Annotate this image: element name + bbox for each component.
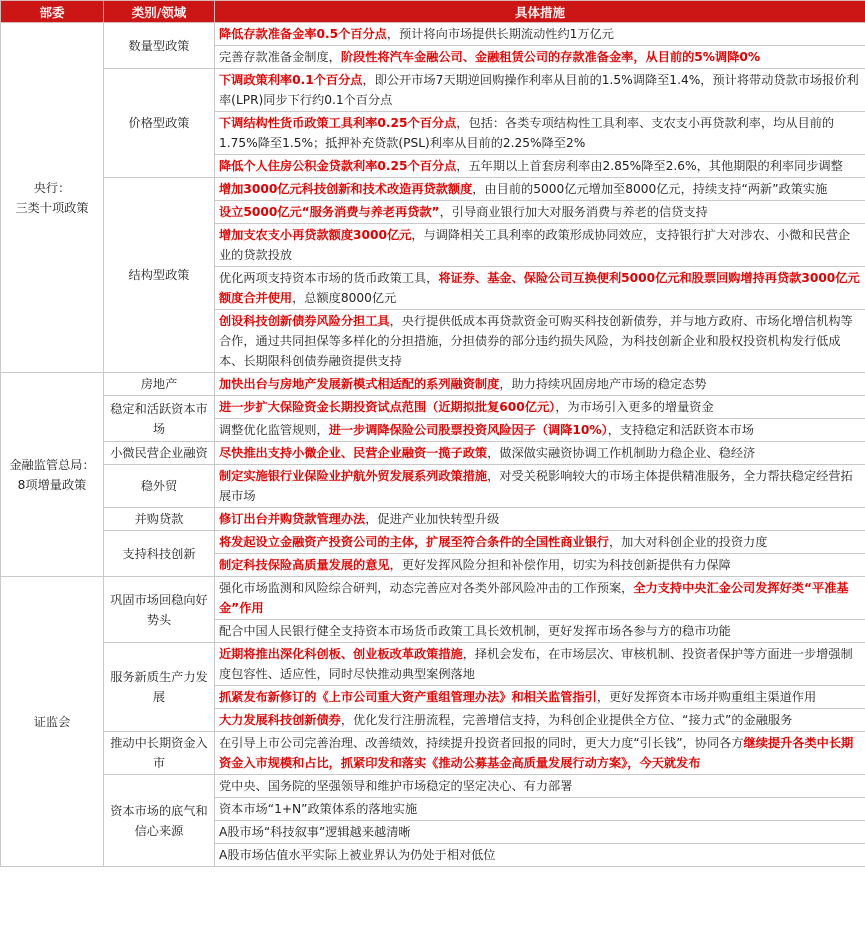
highlighted-text: 继续提升各类中长期资金入市规模和占比，抓紧印发和落实《推动公募基金高质量发展行动方案》，今天就发布	[219, 736, 854, 770]
measure-text: 党中央、国务院的坚强领导和维护市场稳定的坚定决心、有力部署	[219, 779, 573, 793]
measure-cell	[215, 775, 865, 798]
highlighted-text: 阶段性将汽车金融公司、金融租赁公司的存款准备金率，从目前的5%调降0%	[340, 50, 761, 64]
measure-text: 完善存款准备金制度，	[219, 50, 341, 64]
measure-text: ，引导商业银行加大对服务消费与养老的信贷支持	[439, 205, 708, 219]
measure-cell	[215, 465, 865, 508]
measure-text: ，包括：各类专项结构性工具利率、支农支小再贷款利率，均从目前的1.75%降至1.5%；抵押补充贷款(PSL)利率从目前的2.25%降至2%	[219, 116, 835, 150]
header-measures: 具体措施	[215, 1, 865, 23]
measure-text: ，为市场引入更多的增量资金	[555, 400, 714, 414]
measure-cell	[215, 821, 865, 844]
table-row	[1, 465, 865, 508]
category-cell: 数量型政策	[104, 23, 215, 69]
table-row	[1, 775, 865, 798]
measure-cell	[215, 442, 865, 465]
highlighted-text: 进一步扩大保险资金长期投资试点范围（近期拟批复600亿元）	[219, 400, 556, 414]
category-cell: 结构型政策	[104, 178, 215, 373]
measure-text: 优化两项支持资本市场的货币政策工具，	[219, 271, 439, 285]
measure-cell	[215, 577, 865, 620]
measure-cell	[215, 732, 865, 775]
table-row	[1, 531, 865, 554]
measure-cell	[215, 373, 865, 396]
highlighted-text: 修订出台并购贷款管理办法	[219, 512, 366, 526]
measure-cell	[215, 396, 865, 419]
table-body	[1, 23, 865, 867]
category-cell: 并购贷款	[104, 508, 215, 531]
measure-text: ，做深做实融资协调工作机制助力稳企业、稳经济	[487, 446, 756, 460]
measure-text: ，择机会发布，在市场层次、审核机制、投资者保护等方面进一步增强制度包容性、适应性，同时尽快推动典型案例落地	[219, 647, 853, 681]
measure-text: ，支持稳定和活跃资本市场	[607, 423, 754, 437]
measure-text: 资本市场“1+N”政策体系的落地实施	[219, 802, 418, 816]
measure-cell	[215, 508, 865, 531]
header-row	[1, 1, 865, 23]
dept-label: 央行： 三类十项政策	[15, 180, 89, 215]
measure-text: 在引导上市公司完善治理、改善绩效，持续提升投资者回报的同时，更大力度“引长钱”，协同各方	[219, 736, 744, 750]
measure-text: ，助力持续巩固房地产市场的稳定态势	[499, 377, 707, 391]
highlighted-text: 将发起设立金融资产投资公司的主体，扩展至符合条件的全国性商业银行	[219, 535, 609, 549]
measure-cell	[215, 46, 865, 69]
highlighted-text: 降低个人住房公积金贷款利率0.25个百分点	[219, 159, 457, 173]
highlighted-text: 增加支农支小再贷款额度3000亿元	[219, 228, 412, 242]
measure-text: ，促进产业加快转型升级	[365, 512, 500, 526]
measure-cell	[215, 798, 865, 821]
measure-cell	[215, 310, 865, 373]
category-cell: 价格型政策	[104, 69, 215, 178]
dept-cell-pboc	[1, 23, 104, 373]
category-cell: 巩固市场回稳向好势头	[104, 577, 215, 643]
measure-text: 配合中国人民银行健全支持资本市场货币政策工具长效机制，更好发挥市场各参与方的稳市功能	[219, 624, 731, 638]
measure-cell	[215, 201, 865, 224]
measure-text: 调整优化监管规则，	[219, 423, 329, 437]
category-cell: 小微民营企业融资	[104, 442, 215, 465]
dept-cell-nfra	[1, 373, 104, 577]
table-row	[1, 577, 865, 620]
measure-text: ，五年期以上首套房利率由2.85%降至2.6%，其他期限的利率同步调整	[456, 159, 843, 173]
measure-text: ，与调降相关工具利率的政策形成协同效应，支持银行扩大对涉农、小微和民营企业的贷款投放	[219, 228, 851, 262]
highlighted-text: 降低存款准备金率0.5个百分点	[219, 27, 387, 41]
category-cell: 推动中长期资金入市	[104, 732, 215, 775]
highlighted-text: 下调政策利率0.1个百分点	[219, 73, 363, 87]
measure-text: ，总额度8000亿元	[292, 291, 397, 305]
measure-cell	[215, 709, 865, 732]
measure-cell	[215, 178, 865, 201]
highlighted-text: 全力支持中央汇金公司发挥好类“平准基金”作用	[219, 581, 849, 615]
measure-text: ，由目前的5000亿元增加至8000亿元，持续支持“两新”政策实施	[472, 182, 828, 196]
measure-text: A股市场估值水平实际上被业界认为仍处于相对低位	[219, 848, 496, 862]
measure-cell	[215, 267, 865, 310]
measure-cell	[215, 419, 865, 442]
measure-cell	[215, 155, 865, 178]
measure-cell	[215, 112, 865, 155]
measure-text: ，即公开市场7天期逆回购操作利率从目前的1.5%调降至1.4%，预计将带动贷款市场报价利率(LPR)同步下行约0.1个百分点	[219, 73, 859, 107]
highlighted-text: 创设科技创新债券风险分担工具	[219, 314, 390, 328]
category-cell: 资本市场的底气和信心来源	[104, 775, 215, 867]
header-category: 类别/领域	[104, 1, 215, 23]
table-row	[1, 23, 865, 46]
table-row	[1, 732, 865, 775]
table-row	[1, 396, 865, 419]
table-row	[1, 178, 865, 201]
highlighted-text: 尽快推出支持小微企业、民营企业融资一揽子政策	[219, 446, 488, 460]
dept-cell-csrc: 证监会	[1, 577, 104, 867]
category-cell: 稳定和活跃资本市场	[104, 396, 215, 442]
table-row	[1, 442, 865, 465]
measure-text: ，央行提供低成本再贷款资金可购买科技创新债券，并与地方政府、市场化增信机构等合作，通过共同担保等多样化的分担措施，分担债券的部分违约损失风险，为科技创新企业和股权投资机构发行低成本、长期限科创债券融资提供支持	[219, 314, 853, 368]
measure-text: ，预计将向市场提供长期流动性约1万亿元	[386, 27, 614, 41]
highlighted-text: 加快出台与房地产发展新模式相适配的系列融资制度	[219, 377, 500, 391]
category-cell: 房地产	[104, 373, 215, 396]
highlighted-text: 大力发展科技创新债券	[219, 713, 341, 727]
measure-text: ，更好发挥风险分担和补偿作用，切实为科技创新提供有力保障	[389, 558, 731, 572]
measure-cell	[215, 844, 865, 867]
table-row	[1, 508, 865, 531]
measure-cell	[215, 554, 865, 577]
highlighted-text: 设立5000亿元“服务消费与养老再贷款”	[219, 205, 440, 219]
table-row	[1, 643, 865, 686]
table-row	[1, 373, 865, 396]
measure-cell	[215, 531, 865, 554]
measure-text: ，更好发挥资本市场并购重组主渠道作用	[596, 690, 817, 704]
category-cell: 稳外贸	[104, 465, 215, 508]
highlighted-text: 抓紧发布新修订的《上市公司重大资产重组管理办法》和相关监管指引	[219, 690, 597, 704]
measure-text: A股市场“科技叙事”逻辑越来越清晰	[219, 825, 411, 839]
measure-cell	[215, 686, 865, 709]
highlighted-text: 制定科技保险高质量发展的意见	[219, 558, 390, 572]
highlighted-text: 增加3000亿元科技创新和技术改造再贷款额度	[219, 182, 473, 196]
category-cell: 服务新质生产力发展	[104, 643, 215, 732]
dept-label: 金融监管总局： 8项增量政策	[9, 457, 95, 492]
category-cell: 支持科技创新	[104, 531, 215, 577]
highlighted-text: 将证券、基金、保险公司互换便利5000亿元和股票回购增持再贷款3000亿元额度合并使用	[219, 271, 860, 305]
measure-text: ，对受关税影响较大的市场主体提供精准服务，全力帮扶稳定经营拓展市场	[219, 469, 853, 503]
header-dept: 部委	[1, 1, 104, 23]
measure-text: ，优化发行注册流程，完善增信支持，为科创企业提供全方位、“接力式”的金融服务	[340, 713, 793, 727]
measure-cell	[215, 620, 865, 643]
measure-text: 强化市场监测和风险综合研判，动态完善应对各类外部风险冲击的工作预案，	[219, 581, 634, 595]
measure-cell	[215, 224, 865, 267]
highlighted-text: 下调结构性货币政策工具利率0.25个百分点	[219, 116, 457, 130]
measure-text: ，加大对科创企业的投资力度	[609, 535, 768, 549]
measure-cell	[215, 643, 865, 686]
highlighted-text: 进一步调降保险公司股票投资风险因子（调降10%）	[328, 423, 608, 437]
highlighted-text: 近期将推出深化科创板、创业板改革政策措施	[219, 647, 463, 661]
highlighted-text: 制定实施银行业保险业护航外贸发展系列政策措施	[219, 469, 488, 483]
measure-cell	[215, 23, 865, 46]
table-row	[1, 69, 865, 112]
measure-cell	[215, 69, 865, 112]
